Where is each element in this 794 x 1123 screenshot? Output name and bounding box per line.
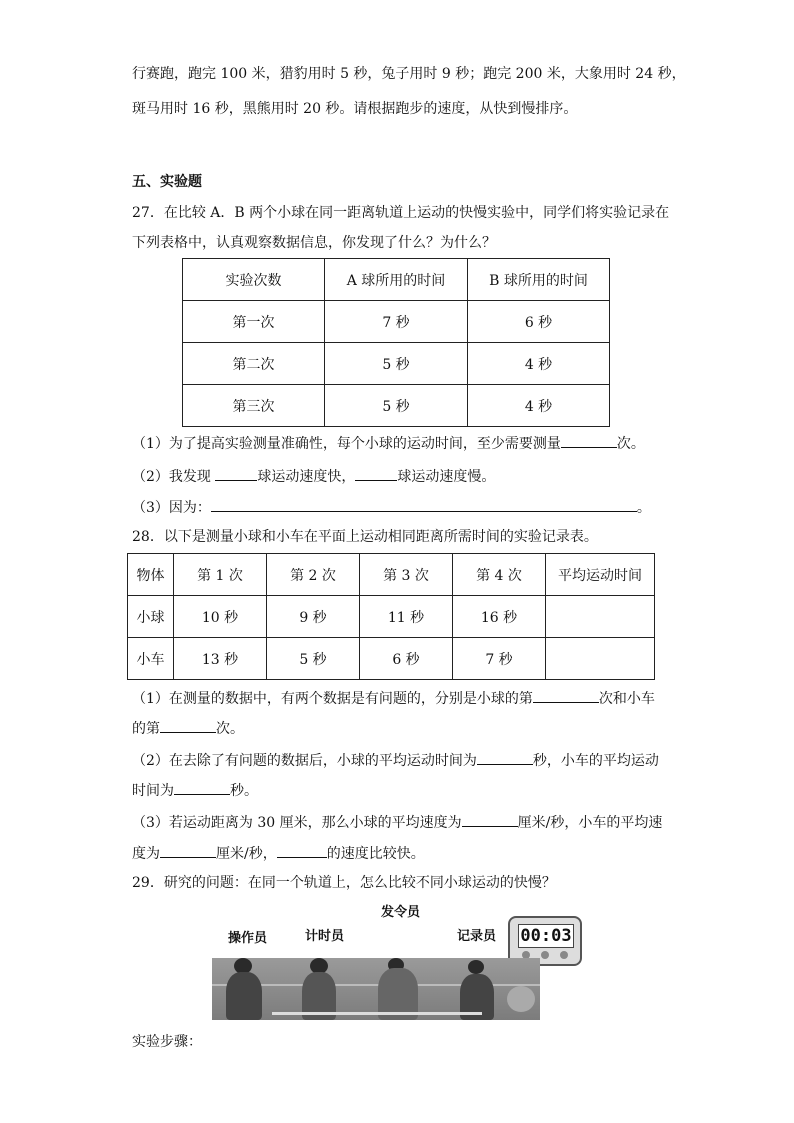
table-cell[interactable] bbox=[546, 596, 655, 638]
table-header-cell: 物体 bbox=[128, 554, 174, 596]
q28-subq-3-line-1 bbox=[132, 812, 662, 833]
q28-title: 28．以下是测量小球和小车在平面上运动相同距离所需时间的实验记录表。 bbox=[132, 529, 598, 545]
answer-blank[interactable] bbox=[211, 497, 637, 512]
table-row bbox=[128, 596, 655, 638]
answer-blank[interactable] bbox=[533, 688, 599, 703]
q27-s1-end: 次。 bbox=[616, 436, 645, 452]
table-cell: 5 秒 bbox=[325, 343, 468, 385]
recorder-label: 记录员 bbox=[457, 929, 497, 944]
table-cell: 13 秒 bbox=[174, 638, 267, 680]
intro-line-2: 斑马用时 16 秒，黑熊用时 20 秒。请根据跑步的速度，从快到慢排序。 bbox=[132, 101, 578, 117]
q27-s1-text: （1）为了提高实验测量准确性，每个小球的运动时间，至少需要测量 bbox=[132, 436, 561, 452]
experiment-photo bbox=[212, 958, 540, 1020]
table-header-cell: 实验次数 bbox=[183, 259, 325, 301]
table-cell: 10 秒 bbox=[174, 596, 267, 638]
stopwatch-display: 00:03 bbox=[518, 924, 574, 948]
table-header-cell: B 球所用的时间 bbox=[468, 259, 610, 301]
table-header-row bbox=[128, 554, 655, 596]
q27-s3-end: 。 bbox=[636, 500, 651, 516]
answer-blank[interactable] bbox=[462, 812, 518, 827]
timer-label: 计时员 bbox=[305, 929, 345, 944]
answer-blank[interactable] bbox=[277, 843, 327, 858]
table-cell: 4 秒 bbox=[468, 385, 610, 427]
table-cell: 6 秒 bbox=[468, 301, 610, 343]
table-row bbox=[183, 343, 610, 385]
q27-line-1: 27．在比较 A．B 两个小球在同一距离轨道上运动的快慢实验中，同学们将实验记录在 bbox=[132, 205, 670, 221]
table-cell: 11 秒 bbox=[360, 596, 453, 638]
answer-blank[interactable] bbox=[561, 433, 617, 448]
answer-blank[interactable] bbox=[477, 750, 533, 765]
section-heading: 五、实验题 bbox=[132, 174, 202, 190]
table-header-cell: 第 1 次 bbox=[174, 554, 267, 596]
table-cell: 5 秒 bbox=[325, 385, 468, 427]
table-row bbox=[183, 301, 610, 343]
answer-blank[interactable] bbox=[174, 780, 230, 795]
q28-s3-cont: 度为 bbox=[132, 846, 160, 862]
table-header-cell: A 球所用的时间 bbox=[325, 259, 468, 301]
q28-s1-mid: 次和小车 bbox=[598, 691, 655, 707]
answer-blank[interactable] bbox=[160, 843, 216, 858]
q27-s2-end: 球运动速度慢。 bbox=[397, 469, 496, 485]
q28-s3-mid: 厘米/秒，小车的平均速 bbox=[517, 815, 663, 831]
q28-subq-2-line-2 bbox=[132, 780, 258, 801]
table-cell: 小球 bbox=[128, 596, 174, 638]
table-cell: 16 秒 bbox=[453, 596, 546, 638]
q27-s2-text: （2）我发现 bbox=[132, 469, 216, 485]
table-row bbox=[183, 385, 610, 427]
q28-subq-1-line-2 bbox=[132, 718, 244, 739]
q28-table bbox=[127, 553, 655, 680]
table-cell[interactable] bbox=[546, 638, 655, 680]
q28-s3-end: 的速度比较快。 bbox=[326, 846, 425, 862]
table-cell: 第一次 bbox=[183, 301, 325, 343]
q27-subq-3 bbox=[132, 497, 651, 518]
q28-s1-end: 次。 bbox=[216, 721, 244, 737]
q28-s2-end: 秒。 bbox=[230, 783, 258, 799]
q28-subq-1-line-1 bbox=[132, 688, 655, 709]
q27-s3-text: （3）因为： bbox=[132, 500, 211, 516]
q28-s2-cont: 时间为 bbox=[132, 783, 174, 799]
q29-title: 29．研究的问题：在同一个轨道上，怎么比较不同小球运动的快慢？ bbox=[132, 875, 556, 891]
answer-blank[interactable] bbox=[215, 466, 257, 481]
operator-label: 操作员 bbox=[228, 931, 268, 946]
q28-s1-cont: 的第 bbox=[132, 721, 160, 737]
starter-label: 发令员 bbox=[381, 905, 421, 920]
q28-s3-unit: 厘米/秒， bbox=[216, 846, 277, 862]
q27-line-2: 下列表格中，认真观察数据信息，你发现了什么？为什么？ bbox=[132, 235, 496, 251]
table-header-cell: 第 2 次 bbox=[267, 554, 360, 596]
table-cell: 9 秒 bbox=[267, 596, 360, 638]
answer-blank[interactable] bbox=[160, 718, 216, 733]
table-cell: 5 秒 bbox=[267, 638, 360, 680]
table-header-row bbox=[183, 259, 610, 301]
table-header-cell: 第 4 次 bbox=[453, 554, 546, 596]
table-cell: 4 秒 bbox=[468, 343, 610, 385]
q28-s3-text: （3）若运动距离为 30 厘米，那么小球的平均速度为 bbox=[132, 815, 462, 831]
table-cell: 第二次 bbox=[183, 343, 325, 385]
table-cell: 7 秒 bbox=[325, 301, 468, 343]
table-cell: 7 秒 bbox=[453, 638, 546, 680]
table-header-cell: 第 3 次 bbox=[360, 554, 453, 596]
q29-steps-label: 实验步骤： bbox=[132, 1034, 202, 1050]
intro-line-1: 行赛跑，跑完 100 米，猎豹用时 5 秒，兔子用时 9 秒；跑完 200 米，大象用时 24 秒， bbox=[132, 66, 686, 82]
table-row bbox=[128, 638, 655, 680]
q28-subq-3-line-2 bbox=[132, 843, 425, 864]
table-cell: 第三次 bbox=[183, 385, 325, 427]
q28-s1-text: （1）在测量的数据中，有两个数据是有问题的，分别是小球的第 bbox=[132, 691, 533, 707]
q27-subq-1 bbox=[132, 433, 645, 454]
q27-subq-2 bbox=[132, 466, 495, 487]
q27-table bbox=[182, 258, 610, 427]
table-cell: 6 秒 bbox=[360, 638, 453, 680]
table-cell: 小车 bbox=[128, 638, 174, 680]
q28-s2-text: （2）在去除了有问题的数据后，小球的平均运动时间为 bbox=[132, 753, 477, 769]
q28-s2-mid: 秒，小车的平均运动 bbox=[532, 753, 659, 769]
answer-blank[interactable] bbox=[355, 466, 397, 481]
q27-s2-mid: 球运动速度快， bbox=[257, 469, 356, 485]
table-header-cell: 平均运动时间 bbox=[546, 554, 655, 596]
q28-subq-2-line-1 bbox=[132, 750, 659, 771]
